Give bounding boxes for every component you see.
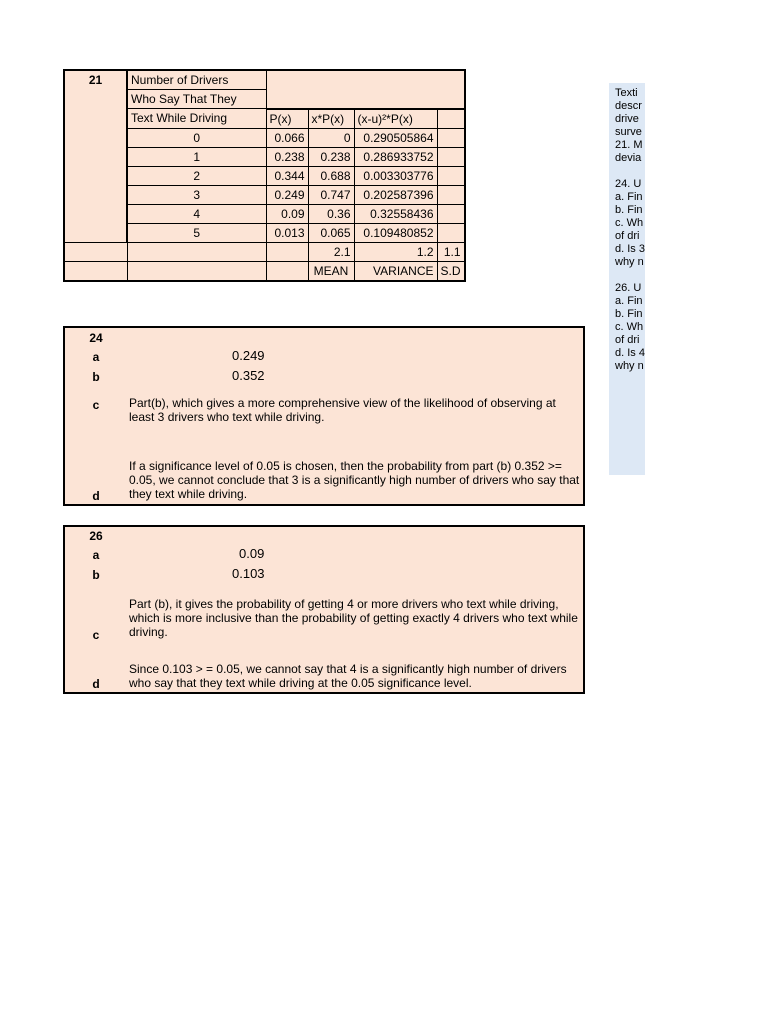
blank-cell [127, 242, 266, 261]
sd-label: S.D [437, 261, 465, 281]
p-value: 0.09 [266, 204, 308, 223]
var-value: 0.109480852 [354, 223, 437, 242]
x-value: 5 [127, 223, 266, 242]
part-a-value: 0.09 [239, 546, 265, 561]
p-value: 0.066 [266, 128, 308, 147]
part-a-value: 0.249 [232, 348, 265, 363]
blank-cell [437, 147, 465, 166]
question-number: 21 [64, 70, 127, 242]
header-line-2: Who Say That They [127, 90, 266, 109]
side-note [609, 83, 645, 475]
xp-value: 0.238 [308, 147, 354, 166]
part-d-label: d [92, 489, 100, 503]
sd-value: 1.1 [437, 242, 465, 261]
table-21 [63, 69, 466, 282]
col-header-px: P(x) [266, 109, 308, 129]
var-value: 0.32558436 [354, 204, 437, 223]
question-24-box [63, 326, 585, 506]
part-d-text: If a significance level of 0.05 is chosen, then the probability from part (b) 0.352 >= 0.05, we cannot conclude that 3 is a significantly high number of drivers who say that they text while driving. [129, 459, 580, 501]
p-value: 0.249 [266, 185, 308, 204]
mean-value: 2.1 [308, 242, 354, 261]
blank-cell [437, 109, 465, 129]
blank-cell [64, 261, 127, 281]
col-header-xpx: x*P(x) [308, 109, 354, 129]
side-note-text: Texti descr drive surve 21. M devia 24. U a. Fin b. Fin c. Wh of dri d. Is 3 why n 26. U a. Fin b. Fin c. Wh of dri d. Is 4 why n [615, 87, 645, 372]
x-value: 4 [127, 204, 266, 223]
blank-cell [437, 166, 465, 185]
blank-cell [437, 204, 465, 223]
blank-cell [64, 242, 127, 261]
part-d-label: d [92, 677, 100, 691]
header-line-3: Text While Driving [127, 109, 266, 129]
part-c-text: Part(b), which gives a more comprehensive view of the likelihood of observing at least 3 drivers who text while driving. [129, 396, 556, 424]
part-a-label: a [92, 548, 100, 562]
col-header-var: (x-u)²*P(x) [354, 109, 437, 129]
blank-cell [127, 261, 266, 281]
xp-value: 0.065 [308, 223, 354, 242]
blank-cell [266, 242, 308, 261]
part-b-value: 0.352 [232, 368, 265, 383]
mean-label: MEAN [308, 261, 354, 281]
question-number: 24 [89, 331, 103, 345]
table-row [64, 70, 465, 90]
part-d-text: Since 0.103 > = 0.05, we cannot say that 4 is a significantly high number of drivers who say that they text while driving at the 0.05 significance level. [129, 662, 567, 690]
part-c-text: Part (b), it gives the probability of getting 4 or more drivers who text while driving, which is more inclusive than the probability of getting exactly 4 drivers who text while driving. [129, 597, 578, 639]
blank-cell [437, 223, 465, 242]
p-value: 0.013 [266, 223, 308, 242]
table-row [64, 242, 465, 261]
x-value: 0 [127, 128, 266, 147]
table-row [64, 261, 465, 281]
part-c-label: c [92, 398, 100, 412]
var-value: 0.003303776 [354, 166, 437, 185]
blank-cell [437, 128, 465, 147]
var-value: 0.290505864 [354, 128, 437, 147]
header-line-1: Number of Drivers [127, 70, 266, 90]
part-b-value: 0.103 [232, 566, 265, 581]
blank-cell [437, 185, 465, 204]
xp-value: 0.747 [308, 185, 354, 204]
var-value: 0.286933752 [354, 147, 437, 166]
xp-value: 0.36 [308, 204, 354, 223]
p-value: 0.238 [266, 147, 308, 166]
question-26-box [63, 525, 585, 694]
x-value: 2 [127, 166, 266, 185]
question-number: 26 [89, 529, 103, 543]
x-value: 3 [127, 185, 266, 204]
part-b-label: b [92, 568, 100, 582]
part-c-label: c [92, 628, 100, 642]
x-value: 1 [127, 147, 266, 166]
variance-label: VARIANCE [354, 261, 437, 281]
part-b-label: b [92, 370, 100, 384]
part-a-label: a [92, 350, 100, 364]
xp-value: 0.688 [308, 166, 354, 185]
xp-value: 0 [308, 128, 354, 147]
variance-value: 1.2 [354, 242, 437, 261]
var-value: 0.202587396 [354, 185, 437, 204]
blank-cell [266, 261, 308, 281]
p-value: 0.344 [266, 166, 308, 185]
header-blank [266, 70, 465, 109]
